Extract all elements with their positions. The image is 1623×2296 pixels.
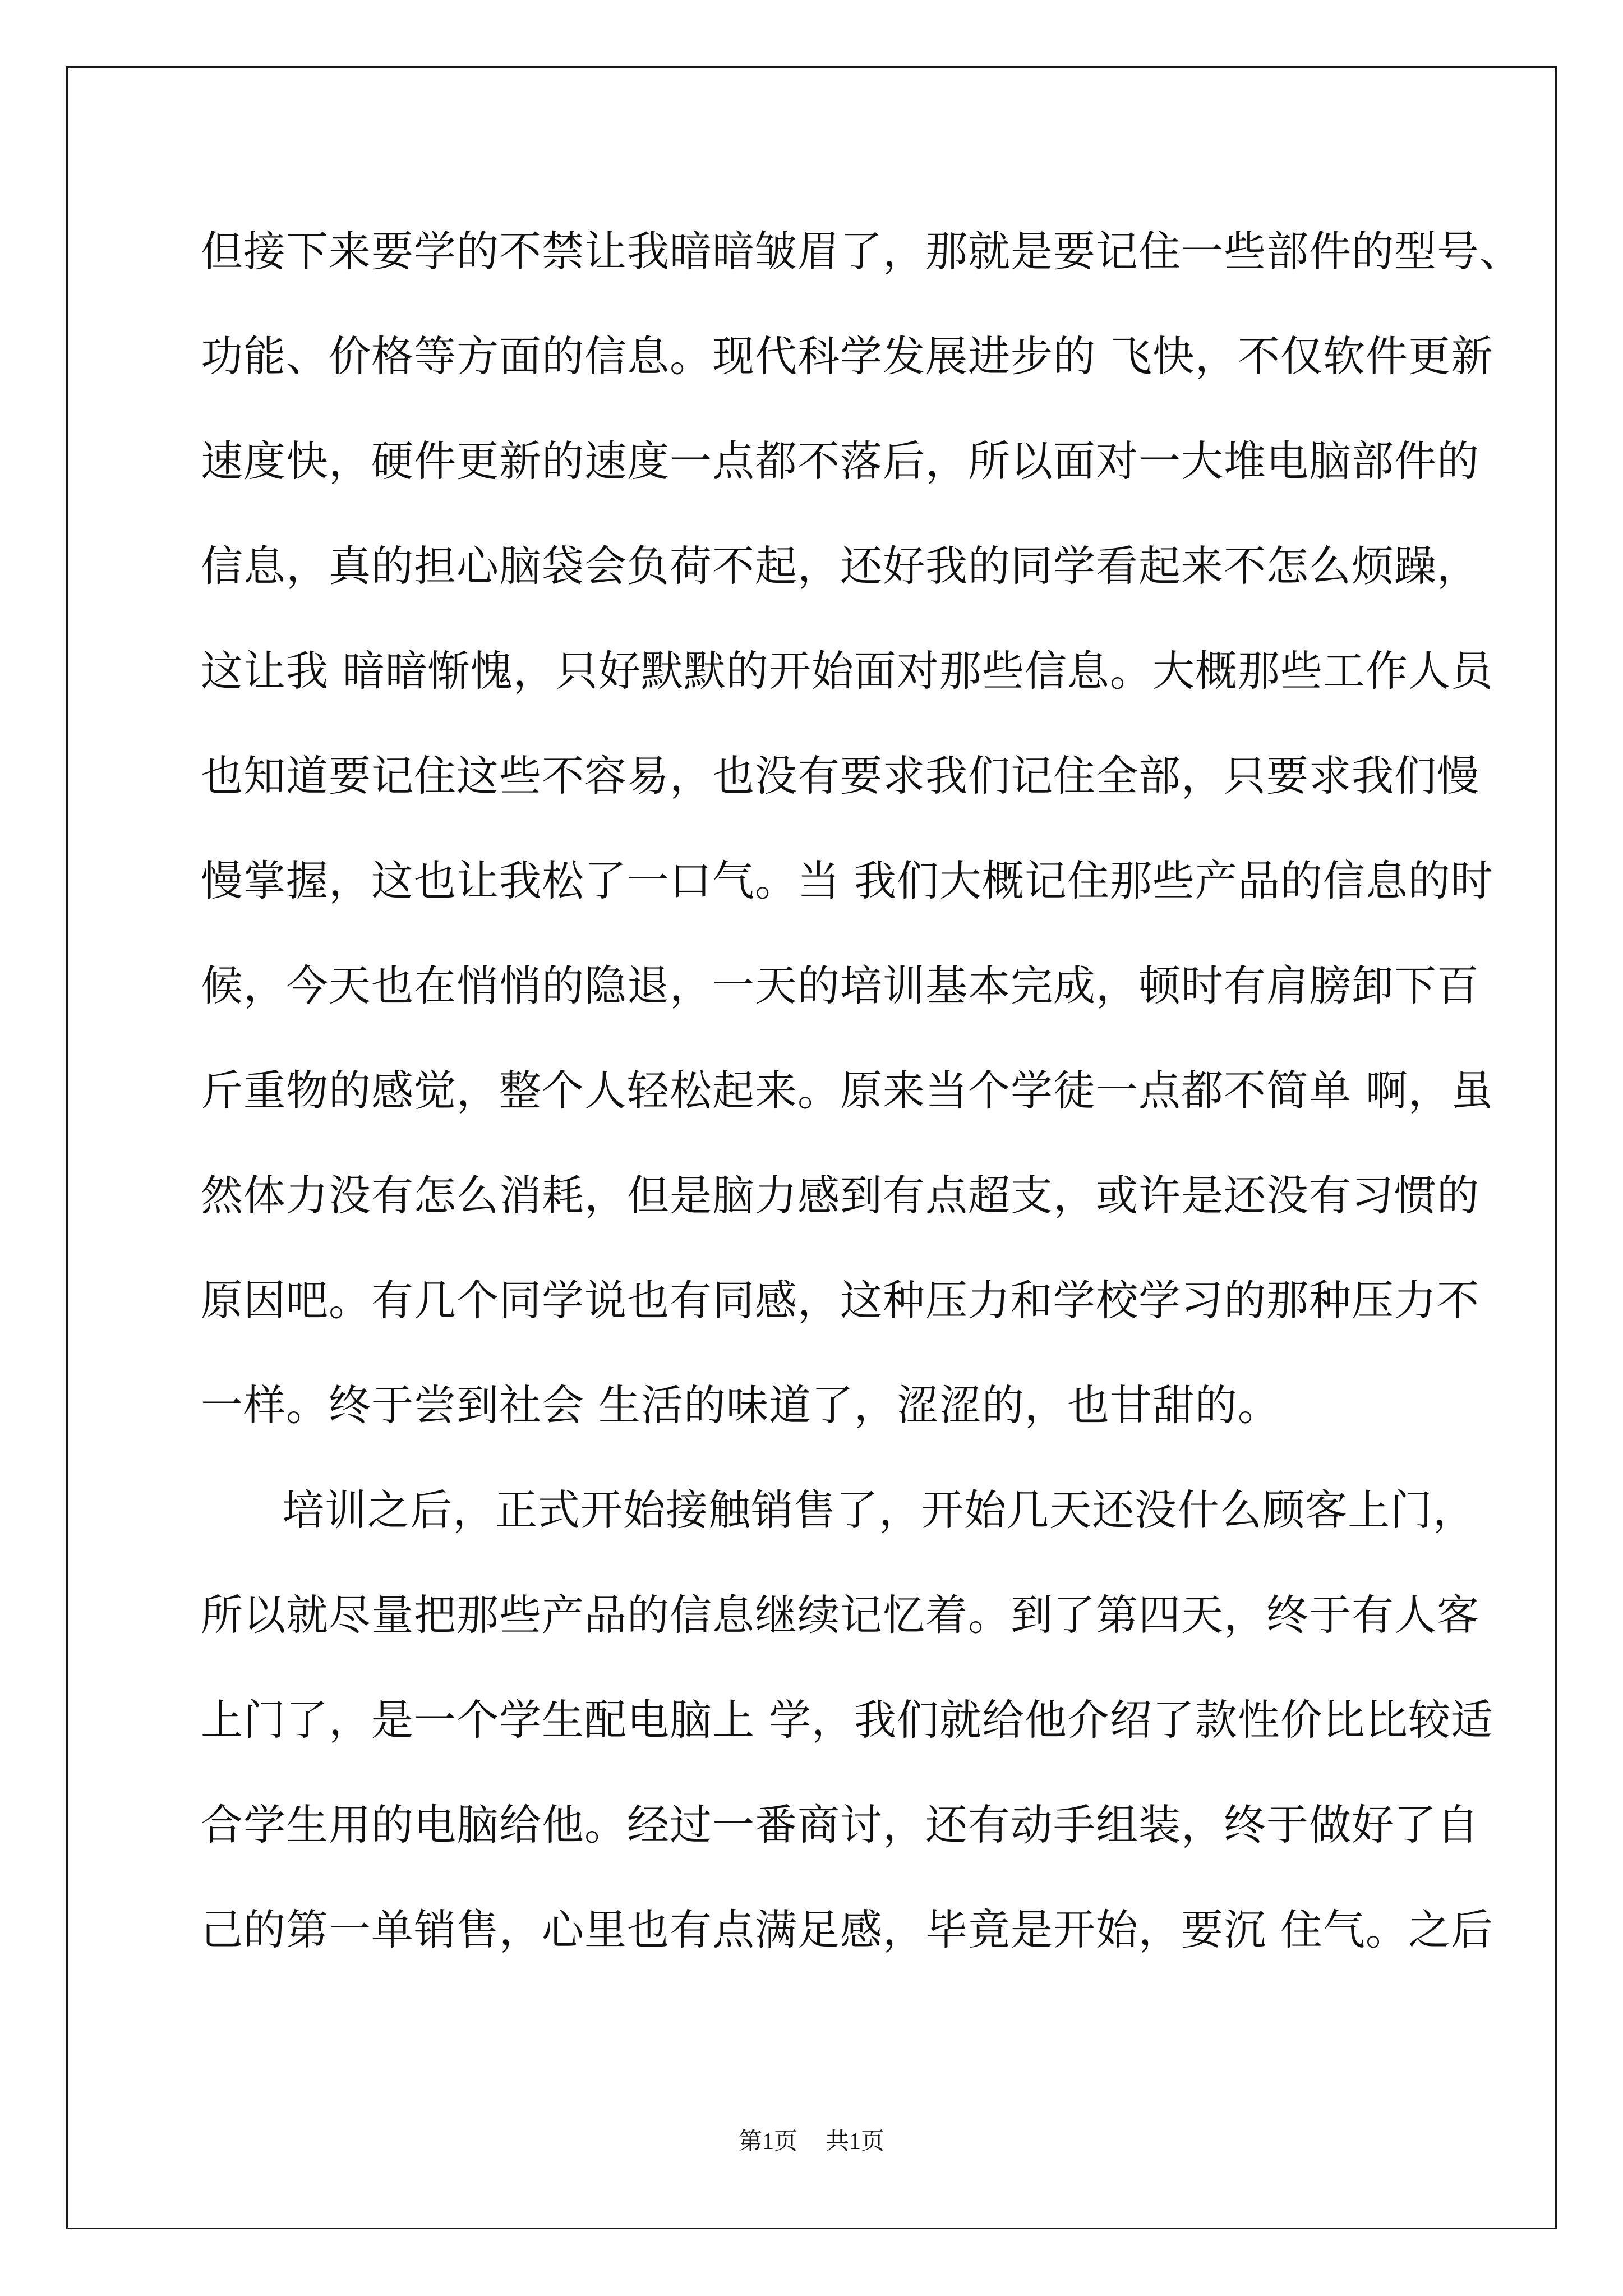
text-line: 也知道要记住这些不容易，也没有要求我们记住全部，只要求我们慢 [201, 751, 1480, 800]
text-line: 原因吧。有几个同学说也有同感，这种压力和学校学习的那种压力不 [201, 1276, 1480, 1325]
text-line: 功能、价格等方面的信息。现代科学发展进步的 飞快，不仅软件更新 [201, 332, 1493, 381]
text-line: 己的第一单销售，心里也有点满足感，毕竟是开始，要沉 住气。之后 [201, 1905, 1493, 1954]
page-number: 第1页 [738, 2129, 797, 2155]
text-line: 上门了，是一个学生配电脑上 学，我们就给他介绍了款性价比比较适 [201, 1695, 1493, 1745]
text-line: 斤重物的感觉，整个人轻松起来。原来当个学徒一点都不简单 啊，虽 [201, 1066, 1493, 1115]
text-line: 这让我 暗暗惭愧，只好默默的开始面对那些信息。大概那些工作人员 [201, 646, 1493, 696]
paragraph-first-line: 培训之后，正式开始接触销售了，开始几天还没什么顾客上门， [282, 1485, 1476, 1535]
text-line: 所以就尽量把那些产品的信息继续记忆着。到了第四天，终于有人客 [201, 1590, 1480, 1640]
text-line: 然体力没有怎么消耗，但是脑力感到有点超支，或许是还没有习惯的 [201, 1171, 1480, 1220]
text-line: 一样。终于尝到社会 生活的味道了，涩涩的，也甘甜的。 [201, 1381, 1280, 1430]
text-line: 慢掌握，这也让我松了一口气。当 我们大概记住那些产品的信息的时 [201, 856, 1493, 905]
text-line: 候，今天也在悄悄的隐退，一天的培训基本完成，顿时有肩膀卸下百 [201, 961, 1480, 1010]
text-line: 速度快，硬件更新的速度一点都不落后，所以面对一大堆电脑部件的 [201, 436, 1480, 486]
page-total: 共1页 [826, 2129, 885, 2155]
text-line: 信息，真的担心脑袋会负荷不起，还好我的同学看起来不怎么烦躁， [201, 541, 1480, 591]
text-line: 但接下来要学的不禁让我暗暗皱眉了，那就是要记住一些部件的型号、 [201, 227, 1523, 276]
page-footer [0, 2125, 1623, 2159]
text-line: 合学生用的电脑给他。经过一番商讨，还有动手组装，终于做好了自 [201, 1800, 1480, 1849]
